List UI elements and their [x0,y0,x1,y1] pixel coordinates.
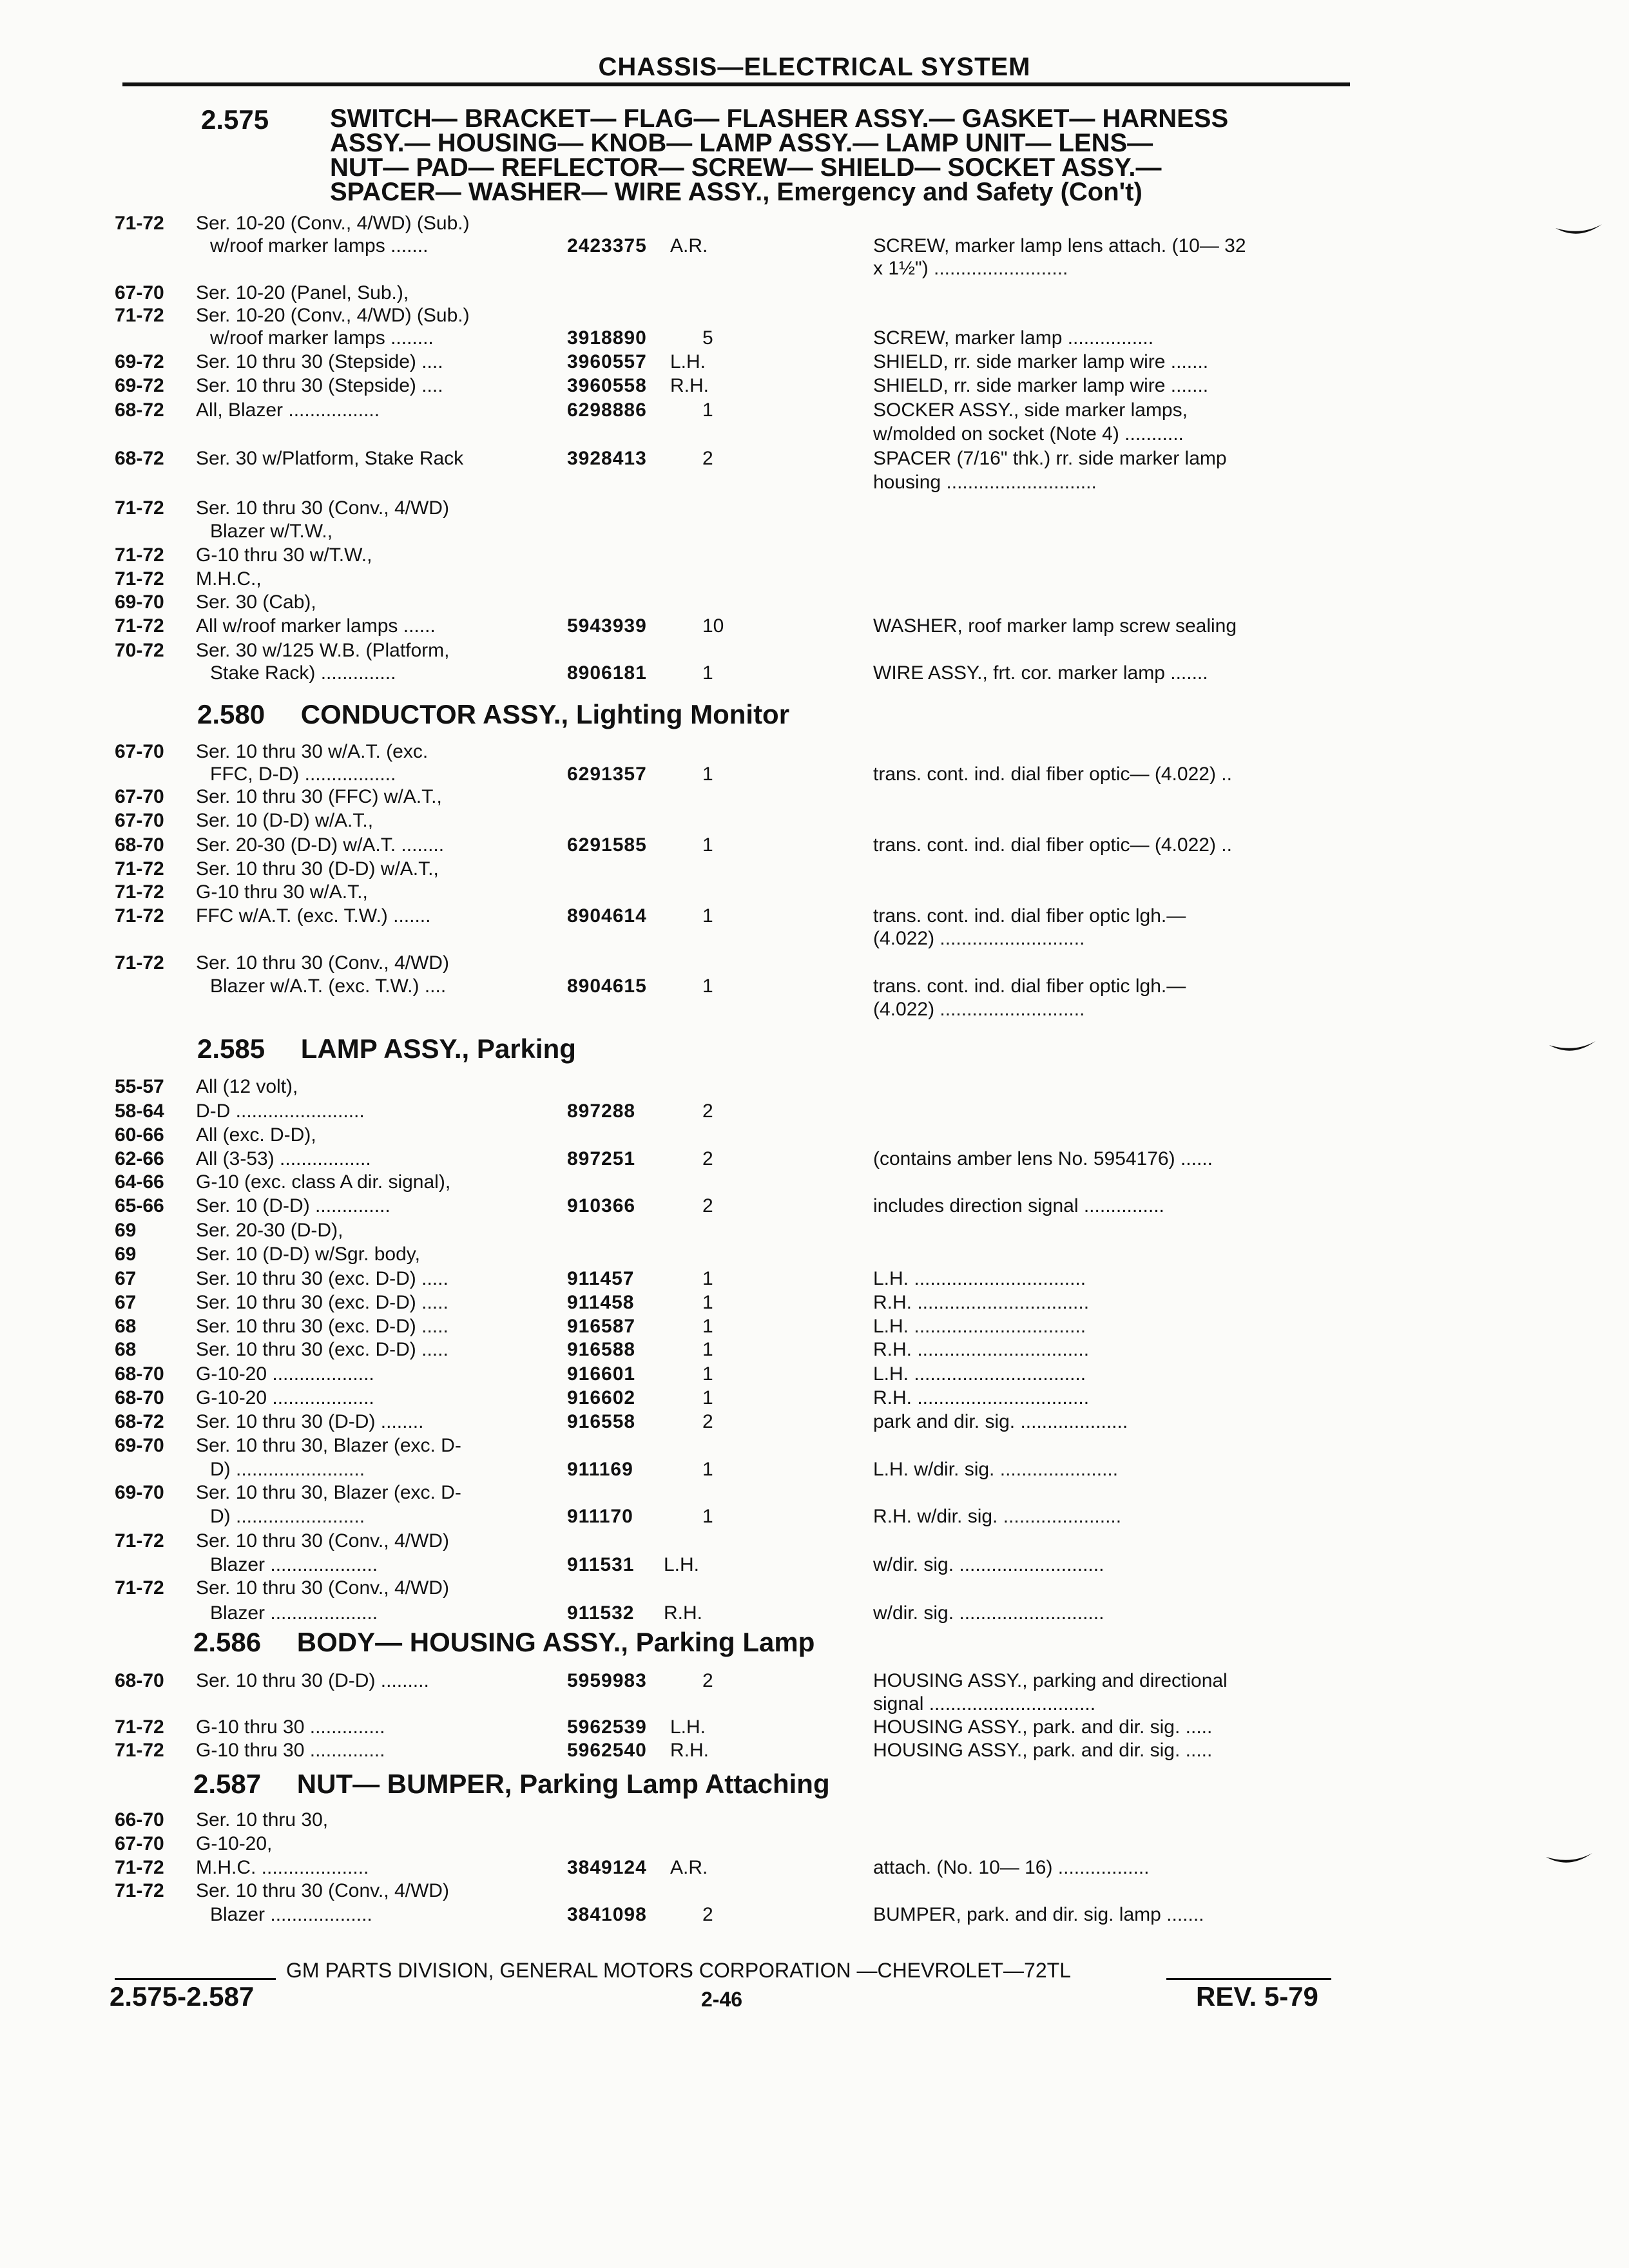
description: (4.022) ........................... [873,928,1085,949]
description: SHIELD, rr. side marker lamp wire ....... [873,351,1209,372]
section-2586-title: BODY— HOUSING ASSY., Parking Lamp [296,1627,815,1657]
application: M.H.C. .................... [196,1857,369,1878]
part-number: 916602 [567,1387,636,1408]
application: Ser. 30 w/Platform, Stake Rack [196,448,464,469]
model-year: 71-72 [115,544,164,566]
quantity: 1 [702,1339,713,1360]
table-row [0,1316,1629,1338]
model-year: 71-72 [115,568,164,590]
model-year: 69-70 [115,1435,164,1456]
application: D-D ........................ [196,1100,365,1122]
quantity: R.H. [670,375,709,396]
application: Ser. 10 thru 30 (Conv., 4/WD) [196,1577,449,1599]
application: G-10 (exc. class A dir. signal), [196,1171,451,1193]
table-row [0,1076,1629,1098]
quantity: 2 [702,1148,713,1169]
quantity: 2 [702,1904,713,1925]
description: housing ............................ [873,472,1097,493]
application: G-10 thru 30 w/A.T., [196,881,368,903]
binder-mark [1543,1849,1595,1875]
table-row [0,1148,1629,1170]
application: All, Blazer ................. [196,399,380,421]
application: G-10 thru 30 .............. [196,1716,385,1738]
table-row [0,810,1629,832]
application: Ser. 10 thru 30 (D-D) ......... [196,1670,429,1691]
table-row [0,1670,1629,1692]
model-year: 69-72 [115,351,164,372]
quantity: 1 [702,662,713,684]
application: Ser. 30 (Cab), [196,591,316,613]
model-year: 67-70 [115,741,164,762]
application: Ser. 10 thru 30 (exc. D-D) ..... [196,1339,448,1360]
model-year: 68-72 [115,399,164,421]
description: trans. cont. ind. dial fiber optic— (4.022) .. [873,764,1232,785]
description: HOUSING ASSY., parking and directional [873,1670,1228,1691]
table-row [0,1220,1629,1242]
binder-mark [1547,1037,1598,1063]
model-year: 69-72 [115,375,164,396]
section-2580-heading [197,699,789,730]
table-row [0,640,1629,662]
page-number: 2-46 [701,1988,743,2011]
application: G-10-20 ................... [196,1387,374,1408]
description: L.H. ................................ [873,1268,1086,1289]
footer-rule-left [115,1978,276,1980]
quantity: 1 [702,399,713,421]
application: Ser. 10-20 (Panel, Sub.), [196,282,409,303]
application: Blazer ................... [210,1904,372,1925]
application: All (3-53) ................. [196,1148,371,1169]
quantity: 2 [702,1195,713,1216]
quantity: L.H. [664,1554,700,1575]
model-year: 68-70 [115,1387,164,1408]
table-row [0,1740,1629,1762]
part-number: 3849124 [567,1857,647,1878]
table-row [0,591,1629,613]
description: (4.022) ........................... [873,999,1085,1020]
part-number: 911457 [567,1268,635,1289]
section-2586-heading [193,1627,815,1658]
table-row [0,399,1629,421]
quantity: 1 [702,905,713,927]
application: D) ........................ [210,1459,365,1480]
section-2580-title: CONDUCTOR ASSY., Lighting Monitor [300,699,790,729]
part-number: 3928413 [567,448,647,469]
table-row [0,1577,1629,1599]
description: w/molded on socket (Note 4) ........... [873,423,1184,445]
quantity: A.R. [670,1857,708,1878]
model-year: 69-70 [115,1482,164,1503]
application: Ser. 10 (D-D) w/A.T., [196,810,374,831]
part-number: 916588 [567,1339,636,1360]
description: R.H. w/dir. sig. ...................... [873,1506,1122,1527]
table-row [0,1904,1629,1926]
description: park and dir. sig. .................... [873,1411,1128,1432]
section-2575-number: 2.575 [201,104,269,135]
application: Ser. 10 thru 30 (Conv., 4/WD) [196,952,449,974]
application: Ser. 10 thru 30 (Conv., 4/WD) [196,497,449,519]
description: x 1½") ......................... [873,258,1068,279]
part-number: 6298886 [567,399,647,421]
part-number: 3918890 [567,327,647,349]
model-year: 68-70 [115,1363,164,1385]
table-row [0,858,1629,880]
application: w/roof marker lamps ........ [210,327,434,349]
part-number: 8906181 [567,662,647,684]
table-row [0,1292,1629,1314]
model-year: 71-72 [115,858,164,879]
quantity: 1 [702,1363,713,1385]
description: L.H. w/dir. sig. ...................... [873,1459,1119,1480]
description: (contains amber lens No. 5954176) ...... [873,1148,1213,1169]
part-number: 911170 [567,1506,633,1527]
model-year: 71-72 [115,1740,164,1761]
application: Stake Rack) .............. [210,662,396,684]
description: WASHER, roof marker lamp screw sealing [873,615,1237,637]
description: w/dir. sig. ........................... [873,1554,1104,1575]
application: Ser. 10 (D-D) w/Sgr. body, [196,1244,420,1265]
part-number: 910366 [567,1195,636,1216]
model-year: 67 [115,1268,137,1289]
section-2580-number: 2.580 [197,699,265,729]
section-2575-title-line-3: NUT— PAD— REFLECTOR— SCREW— SHIELD— SOCKET ASSY.— [330,153,1162,182]
application: Ser. 10 thru 30, Blazer (exc. D- [196,1435,461,1456]
model-year: 60-66 [115,1124,164,1146]
application: Ser. 10 thru 30 (Stepside) .... [196,351,443,372]
application: D) ........................ [210,1506,365,1527]
description: HOUSING ASSY., park. and dir. sig. ..... [873,1716,1213,1738]
table-row [0,497,1629,519]
description: R.H. ................................ [873,1292,1090,1313]
model-year: 58-64 [115,1100,164,1122]
model-year: 64-66 [115,1171,164,1193]
application: Ser. 10 (D-D) .............. [196,1195,390,1216]
application: Ser. 10 thru 30, [196,1809,329,1831]
quantity: L.H. [670,351,706,372]
description: L.H. ................................ [873,1363,1086,1385]
table-row [0,881,1629,903]
part-number: 2423375 [567,235,647,256]
table-row [0,1554,1629,1576]
model-year: 67-70 [115,810,164,831]
part-number: 911169 [567,1459,633,1480]
description: trans. cont. ind. dial fiber optic lgh.— [873,975,1186,997]
table-row [0,544,1629,566]
table-row [0,928,1629,950]
application: Ser. 10 thru 30 (exc. D-D) ..... [196,1268,448,1289]
quantity: 1 [702,1316,713,1337]
application: All (12 volt), [196,1076,298,1097]
section-2585-title: LAMP ASSY., Parking [300,1033,576,1064]
footer-publisher: GM PARTS DIVISION, GENERAL MOTORS CORPORATION —CHEVROLET—72TL [286,1959,1071,1982]
table-row [0,1716,1629,1738]
description: SCREW, marker lamp ................ [873,327,1154,349]
model-year: 67 [115,1292,137,1313]
part-number: 3960558 [567,375,647,396]
table-row [0,1857,1629,1879]
description: SPACER (7/16" thk.) rr. side marker lamp [873,448,1227,469]
model-year: 62-66 [115,1148,164,1169]
application: Ser. 10 thru 30 (Conv., 4/WD) [196,1880,449,1901]
model-year: 65-66 [115,1195,164,1216]
description: w/dir. sig. ........................... [873,1602,1104,1624]
application: G-10 thru 30 .............. [196,1740,385,1761]
part-number: 911458 [567,1292,635,1313]
description: SOCKER ASSY., side marker lamps, [873,399,1188,421]
quantity: 1 [702,1292,713,1313]
table-row [0,1506,1629,1528]
quantity: 1 [702,834,713,856]
table-row [0,764,1629,785]
table-row [0,1833,1629,1855]
application: M.H.C., [196,568,262,590]
application: Blazer w/T.W., [210,521,333,542]
model-year: 68-72 [115,1411,164,1432]
part-number: 5962539 [567,1716,647,1738]
table-row [0,305,1629,327]
application: Ser. 10 thru 30 w/A.T. (exc. [196,741,429,762]
part-number: 3960557 [567,351,647,372]
description: SCREW, marker lamp lens attach. (10— 32 [873,235,1246,256]
description: R.H. ................................ [873,1339,1090,1360]
part-number: 911532 [567,1602,635,1624]
footer-rule-right [1166,1978,1331,1980]
table-row [0,1268,1629,1290]
table-row [0,1530,1629,1552]
table-row [0,282,1629,304]
quantity: 1 [702,1459,713,1480]
table-row [0,1435,1629,1457]
table-row [0,235,1629,257]
table-row [0,834,1629,856]
table-row [0,1880,1629,1902]
model-year: 71-72 [115,615,164,637]
description: R.H. ................................ [873,1387,1090,1408]
table-row [0,423,1629,445]
quantity: 10 [702,615,724,637]
application: G-10 thru 30 w/T.W., [196,544,372,566]
table-row [0,1809,1629,1831]
description: trans. cont. ind. dial fiber optic lgh.— [873,905,1186,927]
binder-mark [1553,220,1605,246]
table-row [0,741,1629,763]
table-row [0,1411,1629,1433]
table-row [0,952,1629,974]
part-number: 897288 [567,1100,636,1122]
application: Ser. 10 thru 30 (Conv., 4/WD) [196,1530,449,1552]
table-row [0,472,1629,494]
application: FFC, D-D) ................. [210,764,396,785]
description: SHIELD, rr. side marker lamp wire ....... [873,375,1209,396]
model-year: 67-70 [115,282,164,303]
application: Ser. 10-20 (Conv., 4/WD) (Sub.) [196,305,470,326]
table-row [0,1195,1629,1217]
footer-revision: REV. 5-79 [1196,1981,1318,2012]
description: WIRE ASSY., frt. cor. marker lamp ....... [873,662,1208,684]
application: Ser. 20-30 (D-D) w/A.T. ........ [196,834,445,856]
quantity: R.H. [670,1740,709,1761]
application: FFC w/A.T. (exc. T.W.) ....... [196,905,431,927]
table-row [0,1100,1629,1122]
model-year: 71-72 [115,1880,164,1901]
quantity: 2 [702,1411,713,1432]
part-number: 916587 [567,1316,636,1337]
table-row [0,521,1629,543]
quantity: 1 [702,764,713,785]
table-row [0,1171,1629,1193]
description: L.H. ................................ [873,1316,1086,1337]
model-year: 71-72 [115,305,164,326]
application: All w/roof marker lamps ...... [196,615,436,637]
quantity: 1 [702,1506,713,1527]
footer-section-range: 2.575-2.587 [110,1981,255,2012]
model-year: 71-72 [115,1716,164,1738]
table-row [0,1124,1629,1146]
model-year: 69 [115,1220,137,1241]
application: Blazer .................... [210,1602,378,1624]
table-row [0,213,1629,235]
model-year: 68-72 [115,448,164,469]
table-row [0,999,1629,1021]
table-row [0,1482,1629,1504]
quantity: R.H. [664,1602,702,1624]
table-row [0,615,1629,637]
table-row [0,351,1629,373]
model-year: 55-57 [115,1076,164,1097]
part-number: 3841098 [567,1904,647,1925]
section-2585-number: 2.585 [197,1033,265,1064]
model-year: 71-72 [115,1577,164,1599]
description: signal ............................... [873,1693,1096,1715]
model-year: 68 [115,1316,137,1337]
description: attach. (No. 10— 16) ................. [873,1857,1150,1878]
table-row [0,662,1629,684]
part-number: 6291585 [567,834,647,856]
table-row [0,975,1629,997]
quantity: 2 [702,448,713,469]
header-rule [122,82,1350,86]
quantity: 1 [702,1387,713,1408]
table-row [0,1339,1629,1361]
description: BUMPER, park. and dir. sig. lamp ....... [873,1904,1204,1925]
section-2575-title-line-2: ASSY.— HOUSING— KNOB— LAMP ASSY.— LAMP UNIT— LENS— [330,129,1153,157]
model-year: 67-70 [115,786,164,807]
model-year: 71-72 [115,952,164,974]
model-year: 71-72 [115,1530,164,1552]
application: G-10-20 ................... [196,1363,374,1385]
model-year: 66-70 [115,1809,164,1831]
application: G-10-20, [196,1833,273,1854]
part-number: 8904614 [567,905,647,927]
table-row [0,905,1629,927]
table-row [0,1693,1629,1715]
part-number: 6291357 [567,764,647,785]
part-number: 911531 [567,1554,635,1575]
table-row [0,1387,1629,1409]
application: All (exc. D-D), [196,1124,316,1146]
table-row [0,327,1629,349]
description: trans. cont. ind. dial fiber optic— (4.022) .. [873,834,1232,856]
application: Ser. 10 thru 30 (Stepside) .... [196,375,443,396]
model-year: 67-70 [115,1833,164,1854]
model-year: 68-70 [115,834,164,856]
application: Ser. 30 w/125 W.B. (Platform, [196,640,450,661]
application: Ser. 10 thru 30 (D-D) ........ [196,1411,424,1432]
application: Ser. 10 thru 30 (D-D) w/A.T., [196,858,439,879]
part-number: 916601 [567,1363,636,1385]
section-2586-number: 2.586 [193,1627,262,1657]
application: Ser. 10 thru 30 (exc. D-D) ..... [196,1316,448,1337]
model-year: 68-70 [115,1670,164,1691]
page-title: CHASSIS—ELECTRICAL SYSTEM [598,53,1031,81]
section-2587-number: 2.587 [193,1769,262,1799]
quantity: 1 [702,975,713,997]
application: Blazer .................... [210,1554,378,1575]
quantity: A.R. [670,235,708,256]
part-number: 916558 [567,1411,636,1432]
application: Ser. 20-30 (D-D), [196,1220,343,1241]
model-year: 69 [115,1244,137,1265]
model-year: 71-72 [115,1857,164,1878]
model-year: 71-72 [115,213,164,234]
table-row [0,1244,1629,1265]
table-row [0,568,1629,590]
model-year: 70-72 [115,640,164,661]
application: Ser. 10 thru 30, Blazer (exc. D- [196,1482,461,1503]
section-2585-heading [197,1033,576,1064]
section-2575-title-line-1: SWITCH— BRACKET— FLAG— FLASHER ASSY.— GASKET— HARNESS [330,104,1229,133]
table-row [0,1459,1629,1481]
table-row [0,1363,1629,1385]
quantity: 1 [702,1268,713,1289]
section-2587-heading [193,1769,830,1800]
application: Ser. 10-20 (Conv., 4/WD) (Sub.) [196,213,470,234]
table-row [0,375,1629,397]
part-number: 8904615 [567,975,647,997]
model-year: 69-70 [115,591,164,613]
part-number: 5962540 [567,1740,647,1761]
model-year: 68 [115,1339,137,1360]
model-year: 71-72 [115,881,164,903]
model-year: 71-72 [115,905,164,927]
quantity: 2 [702,1670,713,1691]
section-2575-title-line-4: SPACER— WASHER— WIRE ASSY., Emergency and Safety (Con't) [330,178,1142,206]
model-year: 71-72 [115,497,164,519]
table-row [0,786,1629,808]
description: HOUSING ASSY., park. and dir. sig. ..... [873,1740,1213,1761]
table-row [0,1602,1629,1624]
part-number: 5943939 [567,615,647,637]
application: Blazer w/A.T. (exc. T.W.) .... [210,975,447,997]
part-number: 897251 [567,1148,636,1169]
part-number: 5959983 [567,1670,647,1691]
quantity: 5 [702,327,713,349]
application: Ser. 10 thru 30 (FFC) w/A.T., [196,786,442,807]
application: Ser. 10 thru 30 (exc. D-D) ..... [196,1292,448,1313]
quantity: L.H. [670,1716,706,1738]
section-2587-title: NUT— BUMPER, Parking Lamp Attaching [296,1769,830,1799]
table-row [0,448,1629,470]
quantity: 2 [702,1100,713,1122]
description: includes direction signal ............... [873,1195,1164,1216]
application: w/roof marker lamps ....... [210,235,429,256]
table-row [0,258,1629,280]
